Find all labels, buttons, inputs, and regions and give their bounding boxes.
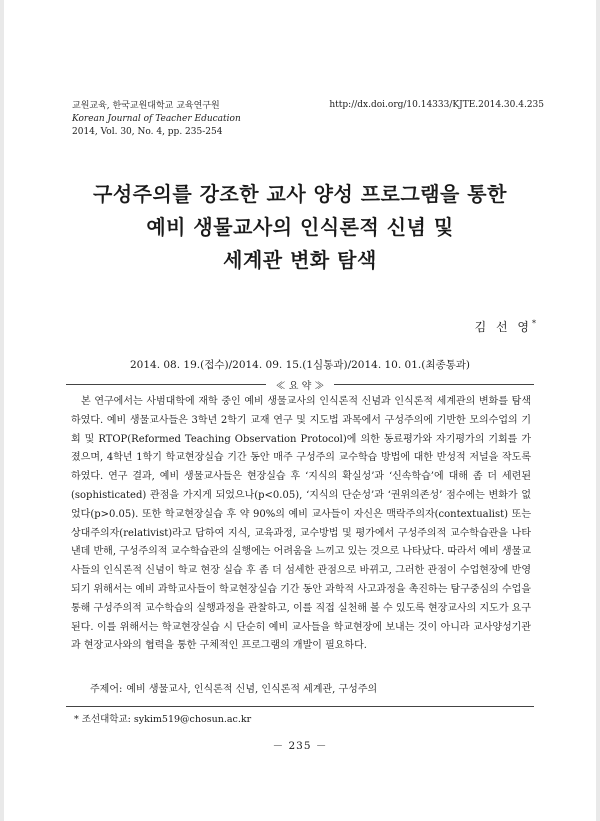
paper-title	[44, 178, 556, 277]
keywords-label: 주제어:	[90, 684, 123, 695]
journal-name: Korean Journal of Teacher Education	[72, 114, 241, 124]
doi-link[interactable]: http://dx.doi.org/10.14333/KJTE.2014.30.4.235	[329, 100, 544, 110]
author-footnote-mark: *	[532, 319, 536, 328]
author-name: 김 선 영	[474, 320, 532, 334]
submission-dates: 2014. 08. 19.(접수)/2014. 09. 15.(1심통과)/2014. 10. 01.(최종통과)	[129, 359, 470, 371]
volume-info: 2014, Vol. 30, No. 4, pp. 235-254	[72, 127, 223, 137]
keywords	[90, 680, 377, 695]
journal-page	[4, 0, 596, 821]
title-line-1: 구성주의를 강조한 교사 양성 프로그램을 통한	[93, 182, 507, 206]
title-line-2: 예비 생물교사의 인식론적 신념 및	[146, 215, 454, 239]
author	[475, 318, 536, 335]
abstract-label: ≪ 요 약 ≫	[275, 381, 325, 392]
author-footnote: * 조선대학교: sykim519@chosun.ac.kr	[74, 714, 252, 725]
keywords-value: 예비 생물교사, 인식론적 신념, 인식론적 세계관, 구성주의	[126, 684, 378, 695]
abstract-text: 본 연구에서는 사범대학에 재학 중인 예비 생물교사의 인식론적 신념과 인식론적 세계관의 변화를 탐색하였다. 예비 생물교사들은 3학년 2학기 교재 연구 및 지도법 과목에서 구성주의에 기반한 모의수업의 기회 및 RTOP(Reformed Teaching Observation Protocol)에 의한 동료평가와 자기평가의 기회를 가졌으며, 4학년 1학기 학교현장실습 기간 동안 매주 구성주의 교수학습 방법에 대한 반성적 저널을 작도록 하였다. 연구 결과, 예비 생물교사들은 현장실습 후 ‘지식의 확실성’과 ‘신속학습’에 대해 좀 더 세련된(sophisticated) 관점을 가지게 되었으나(p<0.05), ‘지식의 단순성’과 ‘권위의존성’ 점수에는 변화가 없었다(p>0.05). 또한 학교현장실습 후 약 90%의 예비 교사들이 자신은 맥락주의자(contextualist) 또는 상대주의자(relativist)라고 답하여 지식, 교육과정, 교수방법 및 평가에서 구성주의적 교수학습관을 나타낸데 반해, 구성주의적 교수학습관의 실행에는 어려움을 느끼고 있는 것으로 나타났다. 따라서 예비 생물교사들의 인식론적 신념이 학교 현장 실습 후 좀 더 섬세한 관점으로 바뀌고, 그러한 관점이 수업현장에 반영되기 위해서는 예비 과학교사들이 학교현장실습 기간 동안 과학적 사고과정을 촉진하는 탐구중심의 수업을 통해 구성주의적 교수학습의 실행과정을 관찰하고, 이를 직접 실천해 볼 수 있도록 현장교사의 지도가 요구된다. 이를 위해서는 학교현장실습 시 단순히 예비 교사들을 학교현장에 보내는 것이 아니라 교사양성기관과 현장교사와의 협력을 통한 구체적인 프로그램의 개발이 필요하다.	[71, 396, 532, 652]
journal-header	[72, 100, 241, 139]
footnote-divider	[66, 706, 534, 707]
page-number: － 235 －	[272, 740, 328, 752]
publisher: 교원교육, 한국교원대학교 교육연구원	[72, 101, 220, 111]
abstract-heading	[66, 379, 534, 392]
title-line-3: 세계관 변화 탐색	[223, 248, 377, 272]
